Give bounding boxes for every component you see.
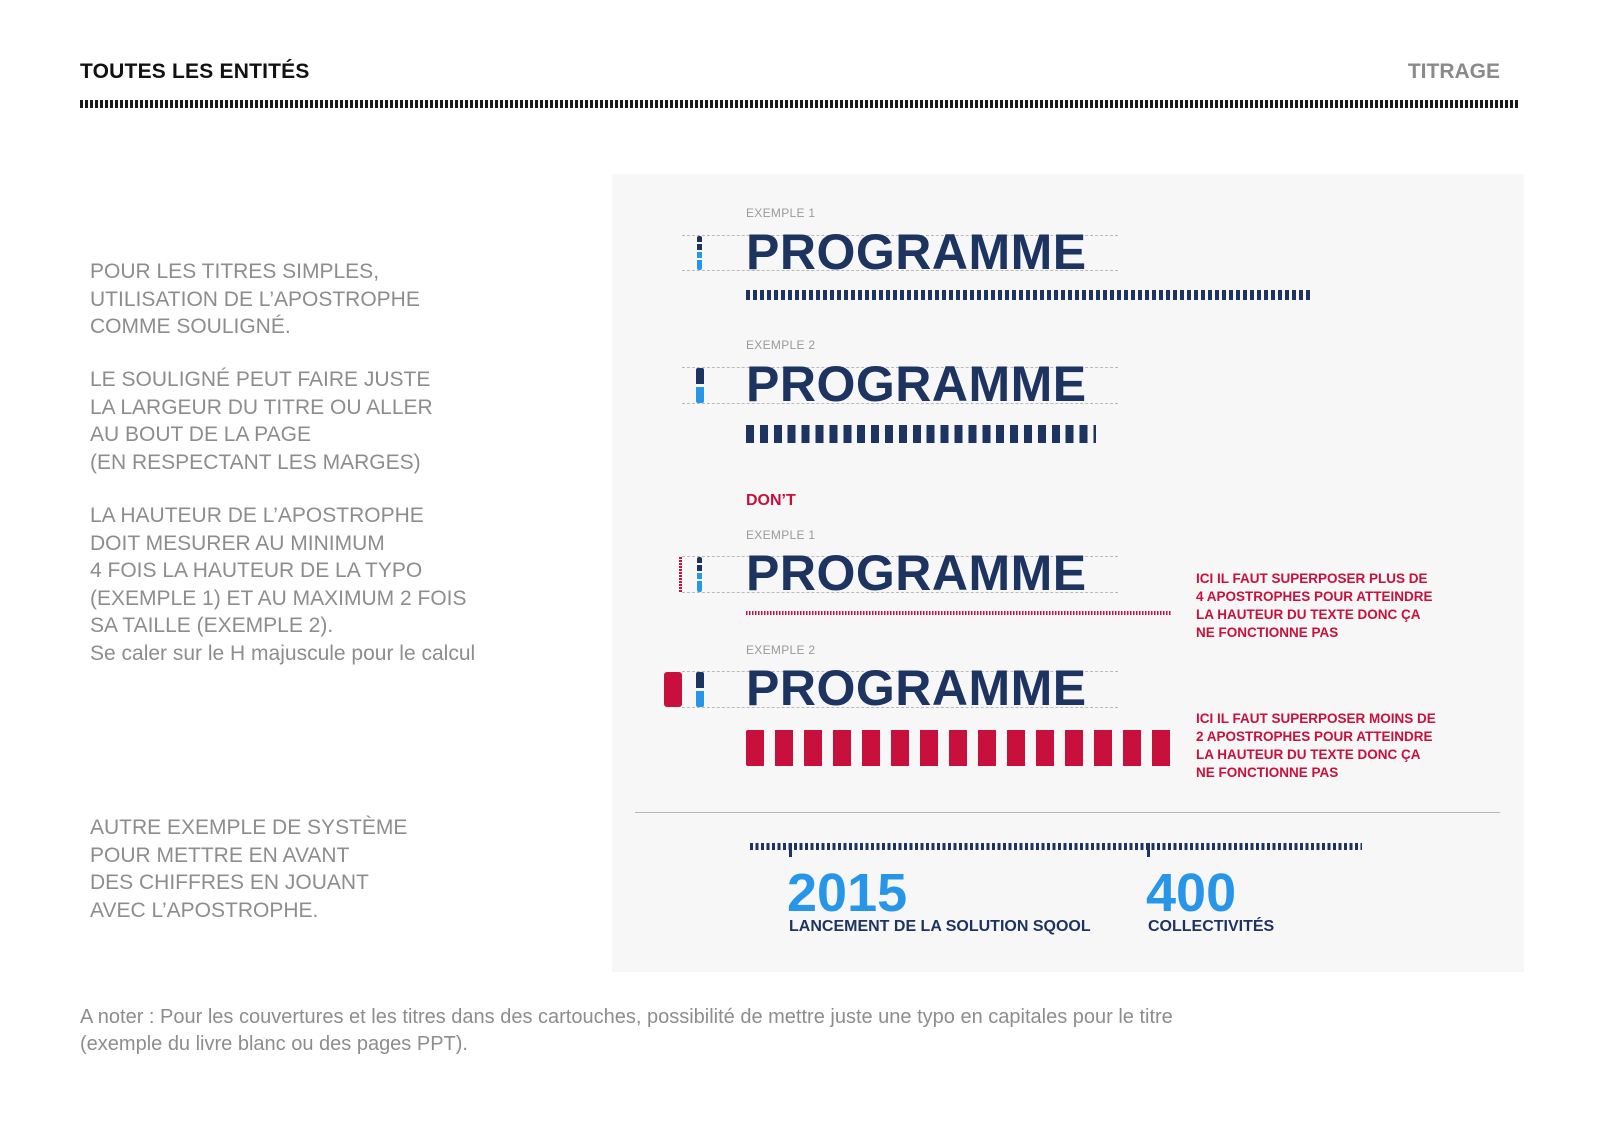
footer-note (80, 1004, 1520, 1058)
dont-example-2-label: EXEMPLE 2 (746, 643, 816, 657)
do-example-2-title: PROGRAMME (746, 356, 1087, 412)
description-block-2 (90, 366, 560, 476)
apostrophe-marker-icon (696, 368, 704, 403)
description-line: 4 FOIS LA HAUTEUR DE LA TYPO (90, 559, 423, 582)
do-example-1-label: EXEMPLE 1 (746, 206, 816, 220)
stat-value: 400 (1146, 863, 1237, 923)
footer-note-line: (exemple du livre blanc ou des pages PPT). (80, 1033, 468, 1055)
apostrophe-marker-icon (697, 236, 702, 270)
description-line: Se caler sur le H majuscule pour le calcul (90, 641, 476, 665)
dont-example-1-title: PROGRAMME (746, 545, 1087, 601)
description-line: POUR METTRE EN AVANT (90, 843, 350, 867)
stat-label: LANCEMENT DE LA SOLUTION SQOOL (789, 918, 1091, 935)
dont-example-2-title: PROGRAMME (746, 660, 1087, 716)
description-line: LE SOULIGNÉ PEUT FAIRE JUSTE (90, 368, 431, 391)
description-block-1 (90, 258, 560, 341)
warning-line: ICI IL FAUT SUPERPOSER MOINS DE (1196, 711, 1436, 726)
wrong-apostrophe-marker-icon (664, 672, 682, 707)
warning-line: NE FONCTIONNE PAS (1196, 625, 1339, 640)
dont-example-2-underline (746, 730, 1172, 766)
description-line: LA HAUTEUR DE L’APOSTROPHE (90, 504, 424, 527)
panel-separator (635, 812, 1500, 813)
description-line: (EXEMPLE 1) ET AU MAXIMUM 2 FOIS (90, 586, 467, 610)
description-line: (EN RESPECTANT LES MARGES) (90, 450, 421, 474)
do-example-1-title: PROGRAMME (746, 224, 1087, 280)
dont-example-1-underline (746, 611, 1172, 615)
do-example-2-underline (746, 425, 1096, 443)
description-line: AU BOUT DE LA PAGE (90, 423, 311, 446)
stat-tick (1147, 843, 1150, 857)
dont-example-1-warning (1196, 570, 1466, 642)
warning-line: NE FONCTIONNE PAS (1196, 765, 1339, 780)
stat-tick (789, 843, 792, 857)
warning-line: LA HAUTEUR DU TEXTE DONC ÇA (1196, 607, 1421, 622)
description-line: DES CHIFFRES EN JOUANT (90, 871, 369, 894)
apostrophe-marker-icon (697, 557, 702, 592)
do-example-1-underline (746, 290, 1310, 300)
description-line: POUR LES TITRES SIMPLES, (90, 260, 380, 283)
dont-label: DON’T (746, 492, 796, 509)
warning-line: 2 APOSTROPHES POUR ATTEINDRE (1196, 729, 1433, 744)
description-line: AUTRE EXEMPLE DE SYSTÈME (90, 816, 408, 839)
dont-example-2-warning (1196, 710, 1466, 782)
description-line: AVEC L’APOSTROPHE. (90, 898, 319, 922)
stats-apostrophe-rule (750, 843, 1362, 850)
header-apostrophe-rule (80, 100, 1520, 108)
wrong-apostrophe-marker-icon (679, 557, 682, 592)
dont-example-1-label: EXEMPLE 1 (746, 528, 816, 542)
description-line: SA TAILLE (EXEMPLE 2). (90, 614, 334, 637)
description-line: UTILISATION DE L’APOSTROPHE (90, 287, 420, 311)
stat-value: 2015 (787, 863, 908, 923)
warning-line: 4 APOSTROPHES POUR ATTEINDRE (1196, 589, 1433, 604)
warning-line: ICI IL FAUT SUPERPOSER PLUS DE (1196, 571, 1428, 586)
stat-label: COLLECTIVITÉS (1148, 918, 1275, 935)
description-line: LA LARGEUR DU TITRE OU ALLER (90, 395, 433, 419)
footer-note-line: A noter : Pour les couvertures et les titres dans des cartouches, possibilité de mettre juste une typo en capitales pour le titre (80, 1006, 1173, 1028)
header-left-title: TOUTES LES ENTITÉS (80, 60, 310, 83)
description-line: COMME SOULIGNÉ. (90, 315, 291, 338)
warning-line: LA HAUTEUR DU TEXTE DONC ÇA (1196, 747, 1421, 762)
apostrophe-marker-icon (696, 672, 704, 707)
header-right-title: TITRAGE (1407, 60, 1500, 83)
description-line: DOIT MESURER AU MINIMUM (90, 531, 385, 555)
description-block-4 (90, 814, 560, 924)
do-example-2-label: EXEMPLE 2 (746, 338, 816, 352)
description-block-3 (90, 502, 590, 667)
